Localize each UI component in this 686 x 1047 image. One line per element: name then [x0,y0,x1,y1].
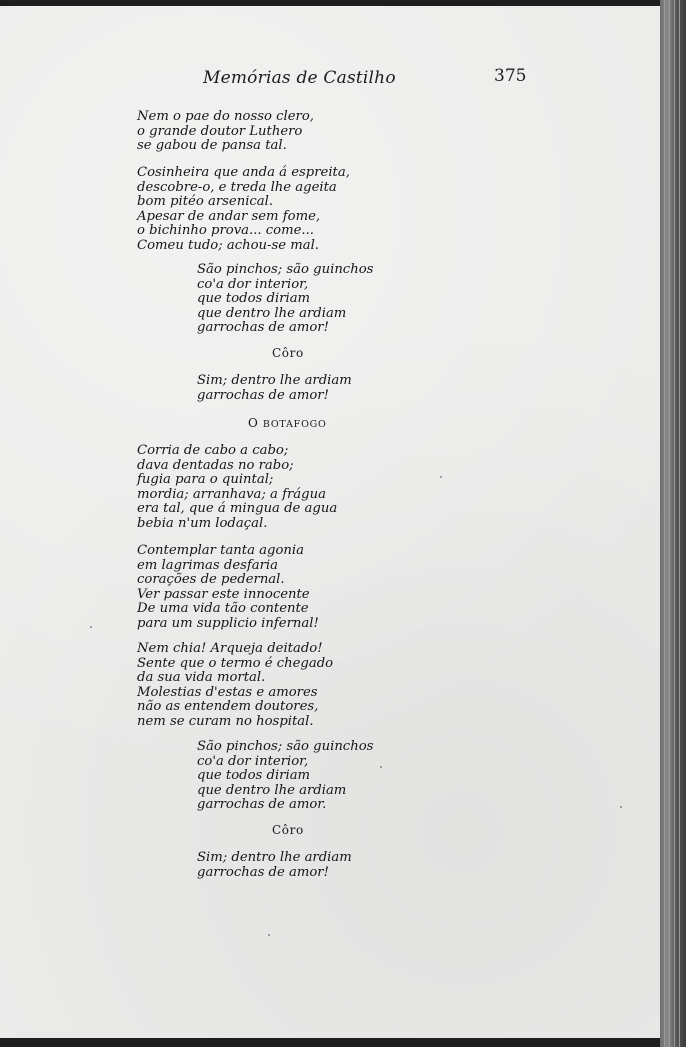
page-edge-line [674,0,675,1047]
verse-line: descobre-o, e treda lhe ageita [137,179,337,195]
verse-line: São pinchos; são guinchos [197,262,374,277]
verse-line: Sim; dentro lhe ardiam [197,850,352,865]
verse-line: Corria de cabo a cabo; [137,443,289,458]
verse-line: em lagrimas desfaria [137,557,279,573]
verse-line: co'a dor interior, [197,276,309,292]
verse-line: que dentro lhe ardiam [197,782,347,798]
verse-line: se gabou de pansa tal. [137,138,287,154]
verse-line: garrochas de amor! [197,864,329,880]
verse-line: garrochas de amor. [197,797,327,813]
page-edge-line [679,0,680,1047]
paper-speck [440,476,442,478]
choro-2 [197,851,352,880]
page-number: 375 [494,66,527,86]
coro-heading-text: Côro [272,346,304,360]
verse-line: co'a dor interior, [197,753,309,769]
verse-line: corações de pedernal. [137,572,285,588]
book-page-edge [660,0,686,1047]
paper-speck [380,766,382,768]
coro-heading-text: Côro [272,823,304,837]
stanza-5 [137,642,333,730]
verse-line: que dentro lhe ardiam [197,305,347,321]
verse-line: Sente que o termo é chegado [137,655,334,671]
verse-line: não as entendem doutores, [137,699,319,715]
verse-line: era tal, que á mingua de agua [137,501,338,517]
stanza-2 [137,166,350,254]
verse-line: fugia para o quintal; [137,472,274,488]
paper-speck [268,934,270,936]
refrain-2 [197,740,373,813]
verse-line: mordia; arranhava; a frágua [137,486,326,502]
verse-line: que todos diriam [197,291,311,307]
verse-line: Ver passar este innocente [137,586,310,602]
verse-line: Comeu tudo; achou-se mal. [137,237,320,253]
verse-line: garrochas de amor! [197,387,329,403]
verse-line: da sua vida mortal. [137,670,266,686]
coro-heading-1 [272,346,304,360]
verse-line: que todos diriam [197,768,311,784]
verse-line: o grande doutor Luthero [137,123,303,139]
verse-line: Nem o pae do nosso clero, [137,109,314,124]
page-edge-line [669,0,670,1047]
paper-speck [90,626,92,628]
verse-line: nem se curam no hospital. [137,713,314,729]
section-heading-smallcaps: BOTAFOGO [262,419,327,430]
verse-line: dava dentadas no rabo; [137,457,294,473]
verse-line: De uma vida tão contente [137,601,309,617]
stanza-4 [137,544,319,632]
choro-1 [197,374,352,403]
page-edge-line [664,0,665,1047]
verse-line: Apesar de andar sem fome, [137,208,321,224]
coro-heading-2 [272,823,304,837]
paper-speck [620,806,622,808]
verse-line: Cosinheira que anda á espreita, [137,165,350,180]
refrain-1 [197,263,373,336]
verse-line: bom pitéo arsenical. [137,194,274,210]
verse-line: Molestias d'estas e amores [137,684,318,700]
verse-line: bebia n'um lodaçal. [137,515,268,531]
stanza-1 [137,110,314,154]
verse-line: Contemplar tanta agonia [137,543,304,558]
verse-line: para um supplicio infernal! [137,615,319,631]
book-page [0,6,660,1038]
section-heading [248,416,327,430]
section-heading-prefix: O [248,416,263,430]
verse-line: garrochas de amor! [197,320,329,336]
stanza-3 [137,444,337,532]
verse-line: São pinchos; são guinchos [197,739,374,754]
verse-line: Sim; dentro lhe ardiam [197,373,352,388]
running-header-title: Memórias de Castilho [203,68,396,88]
verse-line: Nem chia! Arqueja deitado! [137,641,323,656]
verse-line: o bichinho prova... come... [137,223,314,239]
